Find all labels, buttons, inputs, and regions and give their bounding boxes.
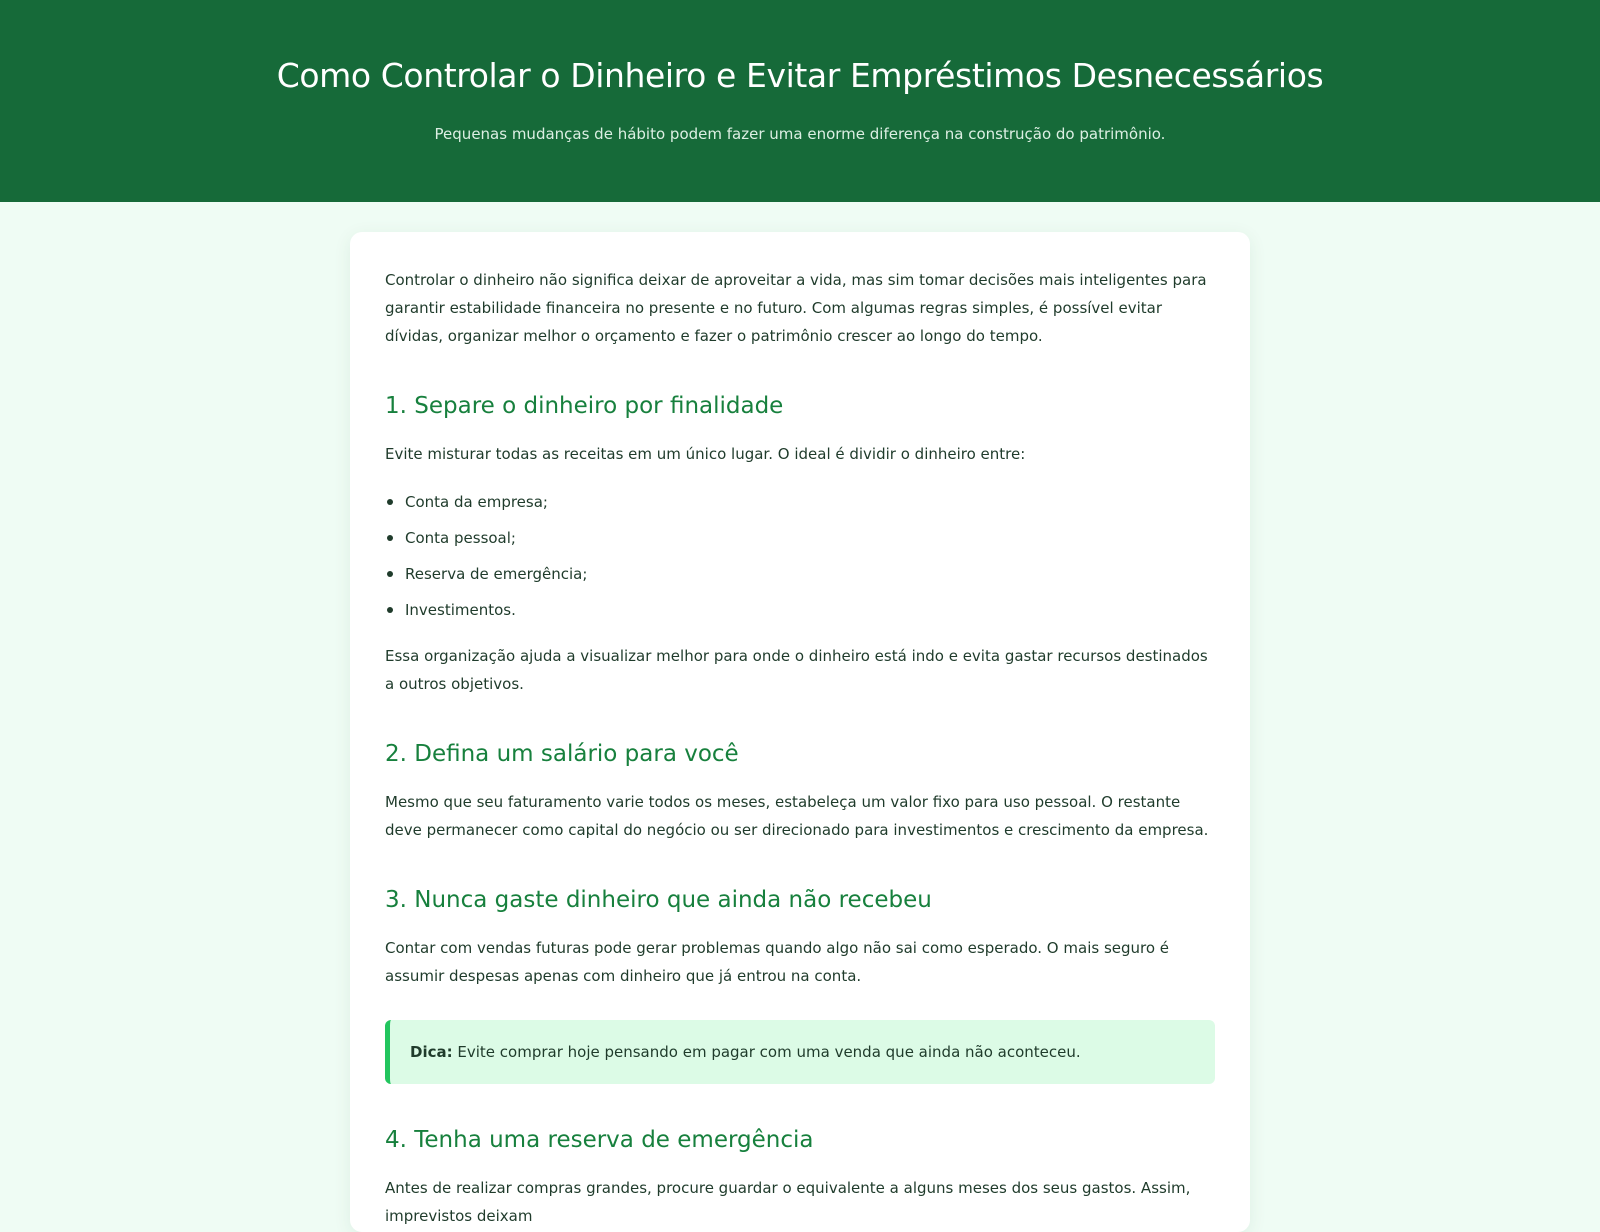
page-header [0,0,1600,202]
section-4 [385,1124,1215,1230]
intro-paragraph: Controlar o dinheiro não significa deixar de aproveitar a vida, mas sim tomar decisões mais inteligentes para garantir estabilidade financeira no presente e no futuro. Com algumas regras simples, é possível evitar dívidas, organizar melhor o orçamento e fazer o patrimônio crescer ao longo do tempo. [385,271,1207,345]
tip-callout [385,1020,1215,1084]
bullet-list [385,484,1215,628]
bullet-icon [387,607,393,613]
section-paragraph: Essa organização ajuda a visualizar melhor para onde o dinheiro está indo e evita gastar recursos destinados a outros objetivos. [385,647,1208,693]
list-item: Reserva de emergência; [385,556,1215,592]
section-heading: 3. Nunca gaste dinheiro que ainda não recebeu [385,887,932,913]
tip-text: Evite comprar hoje pensando em pagar com uma venda que ainda não aconteceu. [452,1043,1081,1061]
tip-label: Dica: [410,1043,453,1061]
bullet-icon [387,499,393,505]
page-title: Como Controlar o Dinheiro e Evitar Empréstimos Desnecessários [276,56,1324,95]
section-2 [385,738,1215,844]
section-paragraph: Antes de realizar compras grandes, procure guardar o equivalente a alguns meses dos seus gastos. Assim, imprevistos deixam [385,1179,1191,1225]
section-3 [385,884,1215,1084]
article-card [350,232,1250,1232]
list-item: Investimentos. [385,592,1215,628]
list-item: Conta da empresa; [385,484,1215,520]
section-paragraph: Evite misturar todas as receitas em um único lugar. O ideal é dividir o dinheiro entre: [385,445,1026,463]
list-item: Conta pessoal; [385,520,1215,556]
section-paragraph: Mesmo que seu faturamento varie todos os meses, estabeleça um valor fixo para uso pessoal. O restante deve permanecer como capital do negócio ou ser direcionado para investimentos e crescimento da empresa. [385,793,1209,839]
page-subtitle: Pequenas mudanças de hábito podem fazer uma enorme diferença na construção do patrimônio. [434,125,1166,143]
section-heading: 1. Separe o dinheiro por finalidade [385,393,784,419]
bullet-icon [387,535,393,541]
section-1 [385,390,1215,698]
section-heading: 4. Tenha uma reserva de emergência [385,1127,814,1153]
bullet-icon [387,571,393,577]
section-heading: 2. Defina um salário para você [385,741,739,767]
section-paragraph: Contar com vendas futuras pode gerar problemas quando algo não sai como esperado. O mais seguro é assumir despesas apenas com dinheiro que já entrou na conta. [385,939,1170,985]
